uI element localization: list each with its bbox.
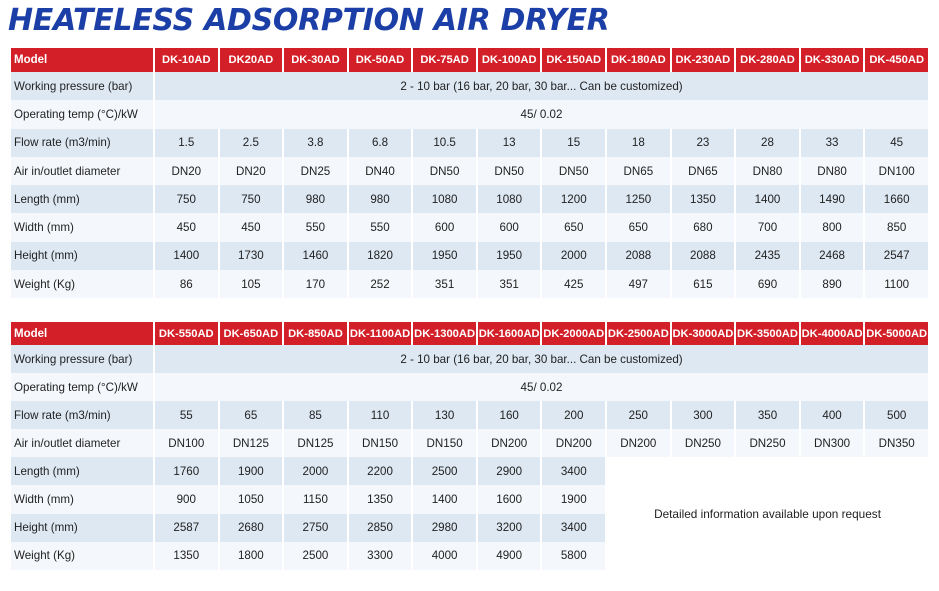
value-cell: 1950 — [413, 242, 476, 270]
value-cell: 250 — [607, 401, 670, 429]
table-row — [11, 401, 928, 429]
value-cell: 1400 — [413, 485, 476, 513]
value-cell: 13 — [478, 129, 541, 157]
row-label: Length (mm) — [11, 457, 153, 485]
row-label: Working pressure (bar) — [11, 72, 153, 100]
value-cell: 2547 — [865, 242, 928, 270]
value-cell: 1800 — [220, 542, 283, 570]
value-cell: 1950 — [478, 242, 541, 270]
header-row — [11, 322, 928, 345]
table-row — [11, 457, 928, 485]
table-row — [11, 345, 928, 373]
table-row — [11, 185, 928, 213]
value-cell: 2980 — [413, 514, 476, 542]
value-cell: 2088 — [672, 242, 735, 270]
table-row — [11, 242, 928, 270]
row-label: Length (mm) — [11, 185, 153, 213]
value-cell: 2500 — [284, 542, 347, 570]
value-cell: DN25 — [284, 157, 347, 185]
value-cell: 1820 — [349, 242, 412, 270]
model-header-cell: DK-650AD — [220, 322, 283, 345]
table-row — [11, 100, 928, 128]
value-cell: 2200 — [349, 457, 412, 485]
value-cell: 1350 — [349, 485, 412, 513]
value-cell: DN350 — [865, 429, 928, 457]
value-cell: 750 — [155, 185, 218, 213]
value-cell: DN250 — [736, 429, 799, 457]
value-cell: 351 — [478, 270, 541, 298]
value-cell: 1460 — [284, 242, 347, 270]
value-cell: 1200 — [542, 185, 605, 213]
value-cell: DN65 — [672, 157, 735, 185]
model-header-cell: DK-1100AD — [349, 322, 412, 345]
model-header-cell: DK-10AD — [155, 48, 218, 72]
table-row — [11, 129, 928, 157]
value-cell: 10.5 — [413, 129, 476, 157]
value-cell: 86 — [155, 270, 218, 298]
model-header-cell: DK-150AD — [542, 48, 605, 72]
row-label: Operating temp (°C)/kW — [11, 100, 153, 128]
value-cell: 497 — [607, 270, 670, 298]
model-header-cell: DK-3500AD — [736, 322, 799, 345]
value-cell: 45 — [865, 129, 928, 157]
model-header-cell: DK-230AD — [672, 48, 735, 72]
model-header-cell: DK-550AD — [155, 322, 218, 345]
value-cell: DN100 — [865, 157, 928, 185]
model-header-cell: DK-50AD — [349, 48, 412, 72]
spec-table-large-models — [9, 322, 930, 570]
row-label: Height (mm) — [11, 242, 153, 270]
value-cell: 351 — [413, 270, 476, 298]
value-cell: 2850 — [349, 514, 412, 542]
column-header-label: Model — [11, 48, 153, 72]
value-cell: 110 — [349, 401, 412, 429]
row-label: Air in/outlet diameter — [11, 429, 153, 457]
value-cell: 1.5 — [155, 129, 218, 157]
value-cell: 1080 — [413, 185, 476, 213]
value-cell: 1660 — [865, 185, 928, 213]
value-cell: 2088 — [607, 242, 670, 270]
value-cell: 2000 — [542, 242, 605, 270]
spec-table-small-models — [9, 48, 930, 298]
spanning-value-cell: 2 - 10 bar (16 bar, 20 bar, 30 bar... Can be customized) — [155, 345, 928, 373]
value-cell: 6.8 — [349, 129, 412, 157]
value-cell: DN300 — [801, 429, 864, 457]
value-cell: 600 — [478, 213, 541, 241]
value-cell: DN20 — [155, 157, 218, 185]
value-cell: 2000 — [284, 457, 347, 485]
model-header-cell: DK-1300AD — [413, 322, 476, 345]
model-header-cell: DK-280AD — [736, 48, 799, 72]
model-header-cell: DK-75AD — [413, 48, 476, 72]
value-cell: DN150 — [413, 429, 476, 457]
model-header-cell: DK-180AD — [607, 48, 670, 72]
value-cell: 3200 — [478, 514, 541, 542]
value-cell: 2587 — [155, 514, 218, 542]
value-cell: DN50 — [413, 157, 476, 185]
value-cell: 2500 — [413, 457, 476, 485]
model-header-cell: DK-850AD — [284, 322, 347, 345]
value-cell: 500 — [865, 401, 928, 429]
value-cell: 4900 — [478, 542, 541, 570]
value-cell: 28 — [736, 129, 799, 157]
value-cell: 1400 — [736, 185, 799, 213]
table-row — [11, 72, 928, 100]
column-header-label: Model — [11, 322, 153, 345]
value-cell: 3400 — [542, 514, 605, 542]
model-header-cell: DK-450AD — [865, 48, 928, 72]
row-label: Width (mm) — [11, 213, 153, 241]
value-cell: 1350 — [155, 542, 218, 570]
value-cell: 800 — [801, 213, 864, 241]
model-header-cell: DK-30AD — [284, 48, 347, 72]
value-cell: 980 — [349, 185, 412, 213]
value-cell: DN50 — [478, 157, 541, 185]
row-label: Height (mm) — [11, 514, 153, 542]
value-cell: 850 — [865, 213, 928, 241]
model-header-cell: DK-2500AD — [607, 322, 670, 345]
value-cell: 2680 — [220, 514, 283, 542]
value-cell: 5800 — [542, 542, 605, 570]
value-cell: 18 — [607, 129, 670, 157]
model-header-cell: DK20AD — [220, 48, 283, 72]
table-row — [11, 429, 928, 457]
model-header-cell: DK-100AD — [478, 48, 541, 72]
value-cell: 2435 — [736, 242, 799, 270]
value-cell: DN40 — [349, 157, 412, 185]
value-cell: 650 — [542, 213, 605, 241]
value-cell: DN65 — [607, 157, 670, 185]
value-cell: 450 — [220, 213, 283, 241]
value-cell: 2750 — [284, 514, 347, 542]
value-cell: 650 — [607, 213, 670, 241]
value-cell: 690 — [736, 270, 799, 298]
value-cell: 1400 — [155, 242, 218, 270]
value-cell: 900 — [155, 485, 218, 513]
value-cell: DN125 — [220, 429, 283, 457]
value-cell: 1730 — [220, 242, 283, 270]
value-cell: 1350 — [672, 185, 735, 213]
value-cell: 252 — [349, 270, 412, 298]
value-cell: DN20 — [220, 157, 283, 185]
value-cell: 400 — [801, 401, 864, 429]
value-cell: DN125 — [284, 429, 347, 457]
value-cell: 600 — [413, 213, 476, 241]
model-header-cell: DK-3000AD — [672, 322, 735, 345]
table-row — [11, 213, 928, 241]
value-cell: 1900 — [220, 457, 283, 485]
value-cell: DN80 — [736, 157, 799, 185]
value-cell: DN200 — [478, 429, 541, 457]
value-cell: 1150 — [284, 485, 347, 513]
value-cell: 1760 — [155, 457, 218, 485]
value-cell: 1050 — [220, 485, 283, 513]
value-cell: 1250 — [607, 185, 670, 213]
model-header-cell: DK-5000AD — [865, 322, 928, 345]
value-cell: 300 — [672, 401, 735, 429]
table-row — [11, 157, 928, 185]
row-label: Working pressure (bar) — [11, 345, 153, 373]
value-cell: 890 — [801, 270, 864, 298]
value-cell: 3300 — [349, 542, 412, 570]
value-cell: 1900 — [542, 485, 605, 513]
value-cell: 1490 — [801, 185, 864, 213]
value-cell: 700 — [736, 213, 799, 241]
value-cell: 4000 — [413, 542, 476, 570]
row-label: Flow rate (m3/min) — [11, 401, 153, 429]
table-row — [11, 270, 928, 298]
value-cell: 170 — [284, 270, 347, 298]
row-label: Air in/outlet diameter — [11, 157, 153, 185]
row-label: Operating temp (°C)/kW — [11, 373, 153, 401]
table-row — [11, 373, 928, 401]
value-cell: 130 — [413, 401, 476, 429]
value-cell: DN200 — [607, 429, 670, 457]
value-cell: 750 — [220, 185, 283, 213]
value-cell: 85 — [284, 401, 347, 429]
value-cell: 550 — [284, 213, 347, 241]
model-header-cell: DK-2000AD — [542, 322, 605, 345]
row-label: Width (mm) — [11, 485, 153, 513]
value-cell: 15 — [542, 129, 605, 157]
value-cell: 2900 — [478, 457, 541, 485]
header-row — [11, 48, 928, 72]
model-header-cell: DK-330AD — [801, 48, 864, 72]
value-cell: 550 — [349, 213, 412, 241]
value-cell: 350 — [736, 401, 799, 429]
row-label: Flow rate (m3/min) — [11, 129, 153, 157]
value-cell: 65 — [220, 401, 283, 429]
value-cell: 33 — [801, 129, 864, 157]
value-cell: 2468 — [801, 242, 864, 270]
value-cell: 3.8 — [284, 129, 347, 157]
value-cell: 200 — [542, 401, 605, 429]
value-cell: 2.5 — [220, 129, 283, 157]
value-cell: 55 — [155, 401, 218, 429]
value-cell: 450 — [155, 213, 218, 241]
request-note: Detailed information available upon request — [607, 457, 928, 569]
spanning-value-cell: 45/ 0.02 — [155, 100, 928, 128]
value-cell: DN100 — [155, 429, 218, 457]
value-cell: 1100 — [865, 270, 928, 298]
value-cell: 160 — [478, 401, 541, 429]
value-cell: 1600 — [478, 485, 541, 513]
value-cell: 105 — [220, 270, 283, 298]
value-cell: DN80 — [801, 157, 864, 185]
spanning-value-cell: 45/ 0.02 — [155, 373, 928, 401]
value-cell: 680 — [672, 213, 735, 241]
value-cell: 1080 — [478, 185, 541, 213]
value-cell: DN150 — [349, 429, 412, 457]
value-cell: 23 — [672, 129, 735, 157]
value-cell: 980 — [284, 185, 347, 213]
spanning-value-cell: 2 - 10 bar (16 bar, 20 bar, 30 bar... Can be customized) — [155, 72, 928, 100]
value-cell: 425 — [542, 270, 605, 298]
page-title: HEATELESS ADSORPTION AIR DRYER — [8, 3, 610, 38]
value-cell: DN250 — [672, 429, 735, 457]
value-cell: 615 — [672, 270, 735, 298]
model-header-cell: DK-4000AD — [801, 322, 864, 345]
row-label: Weight (Kg) — [11, 542, 153, 570]
row-label: Weight (Kg) — [11, 270, 153, 298]
value-cell: DN200 — [542, 429, 605, 457]
value-cell: DN50 — [542, 157, 605, 185]
value-cell: 3400 — [542, 457, 605, 485]
model-header-cell: DK-1600AD — [478, 322, 541, 345]
